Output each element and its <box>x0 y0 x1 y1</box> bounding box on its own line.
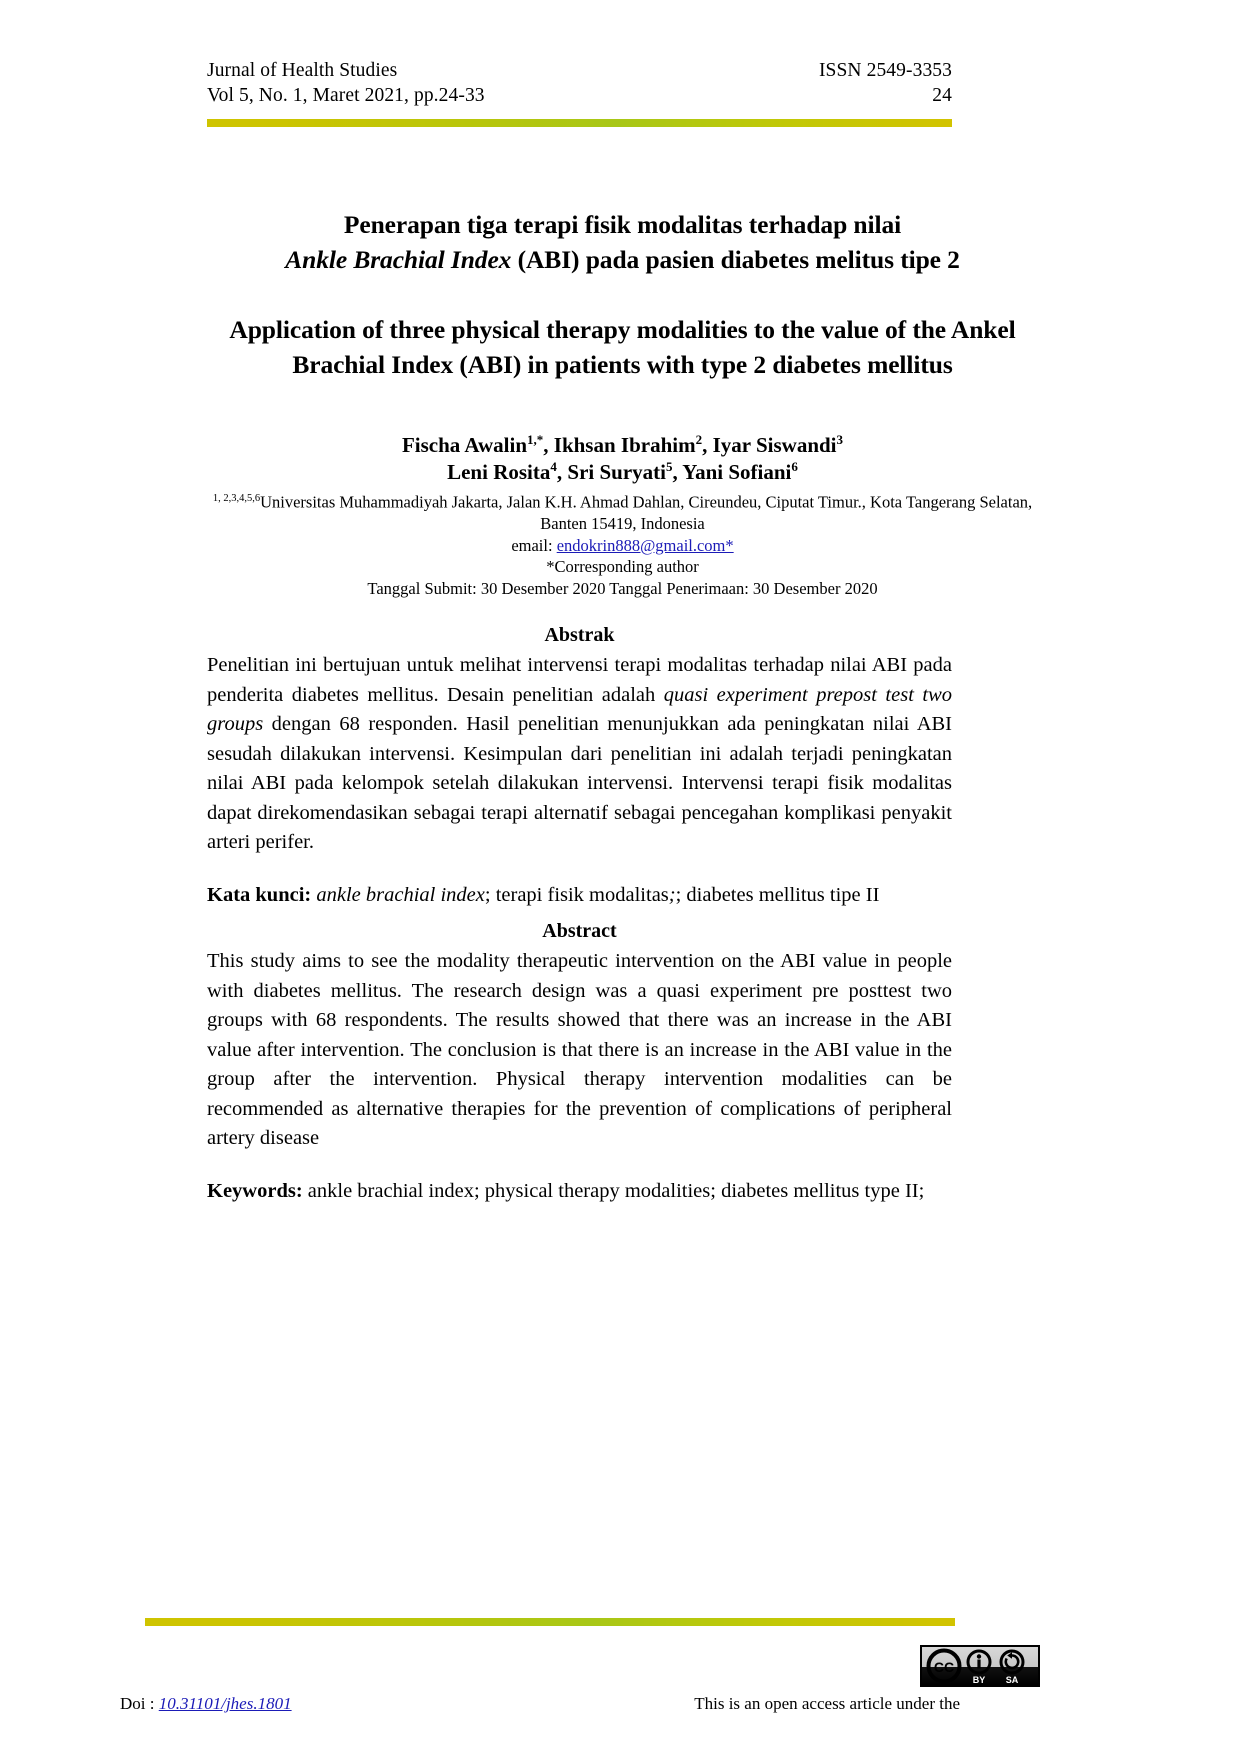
title-block <box>195 207 1050 382</box>
abstract-keywords-text: ankle brachial index; physical therapy modalities; diabetes mellitus type II; <box>302 1179 925 1202</box>
doi-label: Doi : <box>120 1694 159 1713</box>
abstrak-keywords-semicolon: ; <box>668 883 676 906</box>
title-indonesian-line1: Penerapan tiga terapi fisik modalitas terhadap nilai <box>343 210 902 239</box>
abstract-keywords-label: Keywords: <box>207 1179 303 1202</box>
volume-issue-line: Vol 5, No. 1, Maret 2021, pp.24-33 <box>207 85 485 106</box>
abstrak-keywords-italic: ankle brachial index <box>311 883 485 906</box>
cc-by-sa-icon <box>922 1647 1038 1685</box>
affiliation-text: Universitas Muhammadiyah Jakarta, Jalan K.H. Ahmad Dahlan, Cireundeu, Ciputat Timur., Kota Tangerang Selatan, Banten 15419, Indonesia <box>260 492 1033 533</box>
abstract-section <box>207 918 952 1206</box>
header-row-2 <box>207 83 952 108</box>
author-sup: 2 <box>695 432 703 447</box>
abstrak-keywords-rest: ; terapi fisik modalitas <box>484 883 669 906</box>
page-title-indonesian <box>195 207 1050 277</box>
author-sup: 1,* <box>527 432 544 447</box>
issn: ISSN 2549-3353 <box>818 60 952 81</box>
page-header <box>207 58 952 108</box>
author-name: Sri Suryati <box>567 460 666 484</box>
author-sup: 5 <box>665 459 673 474</box>
page-number: 24 <box>932 85 952 106</box>
abstrak-keywords-label: Kata kunci: <box>207 883 312 906</box>
svg-text:SA: SA <box>1005 1675 1019 1685</box>
affiliation-sup: 1, 2,3,4,5,6 <box>212 493 261 504</box>
svg-text:BY: BY <box>972 1675 986 1685</box>
corresponding-author-note: *Corresponding author <box>546 557 699 576</box>
author-name: Fischa Awalin <box>401 433 527 457</box>
open-access-note: This is an open access article under the <box>694 1694 960 1713</box>
author-sup: 4 <box>550 459 557 474</box>
header-row-1 <box>207 58 952 83</box>
author-name: Ikhsan Ibrahim <box>553 433 696 457</box>
header-rule <box>207 119 952 127</box>
title-indonesian-italic-term: Ankle Brachial Index <box>285 245 512 274</box>
footer-rule <box>145 1618 955 1626</box>
submission-dates: Tanggal Submit: 30 Desember 2020 Tanggal Penerimaan: 30 Desember 2020 <box>367 578 878 598</box>
author-name: Yani Sofiani <box>682 460 792 484</box>
authors-block <box>190 432 1055 599</box>
abstrak-section <box>207 622 952 910</box>
doi-block <box>120 1692 292 1715</box>
abstrak-keywords <box>207 881 952 911</box>
email-link[interactable]: endokrin888@gmail.com* <box>556 535 734 555</box>
author-sup: 6 <box>791 459 798 474</box>
title-indonesian-line2-rest: (ABI) pada pasien diabetes melitus tipe 2 <box>511 245 960 274</box>
abstract-body: This study aims to see the modality therapeutic intervention on the ABI value in people with diabetes mellitus. The research design was a quasi experiment pre posttest two groups with 68 respondents. The results showed that there was an increase in the ABI value after intervention. The conclusion is that there is an increase in the ABI value in the group after the intervention. Physical therapy intervention modalities can be recommended as alternative therapies for the prevention of complications of peripheral artery disease <box>207 950 952 1149</box>
page-footer <box>120 1692 960 1715</box>
journal-name: Jurnal of Health Studies <box>207 60 398 81</box>
page-title-english: Application of three physical therapy modalities to the value of the Ankel Brachial Index (ABI) in patients with type 2 diabetes mellitus <box>229 315 1016 379</box>
doi-link[interactable]: 10.31101/jhes.1801 <box>158 1694 292 1713</box>
abstract-heading: Abstract <box>542 920 617 942</box>
abstrak-part-2: dengan 68 responden. Hasil penelitian menunjukkan ada peningkatan nilai ABI sesudah dilakukan intervensi. Kesimpulan dari penelitian ini adalah terjadi peningkatan nilai ABI pada kelompok setelah dilakukan intervensi. Intervensi terapi fisik modalitas dapat direkomendasikan sebagai terapi alternatif sebagai pencegahan komplikasi penyakit arteri perifer. <box>207 713 952 853</box>
creative-commons-badge-icon <box>920 1645 1040 1687</box>
email-label: email: <box>511 535 557 555</box>
abstrak-heading: Abstrak <box>544 624 615 646</box>
author-sup: 3 <box>836 432 844 447</box>
author-name: Leni Rosita <box>447 460 551 484</box>
abstrak-part-1: Penelitian ini bertujuan untuk melihat intervensi terapi modalitas terhadap nilai ABI pada penderita diabetes mellitus. Desain penelitian adalah <box>207 654 952 706</box>
svg-text:CC: CC <box>933 1659 955 1675</box>
email-line <box>190 535 1055 557</box>
abstrak-keywords-tail: ; diabetes mellitus tipe II <box>675 883 880 906</box>
abstrak-body <box>207 651 952 858</box>
author-line-2: Leni Rosita$^4$, Sri Suryati$^5$, Yani Sofiani$^6$ <box>447 459 798 484</box>
author-name: Iyar Siswandi <box>712 433 837 457</box>
affiliation <box>190 488 1055 535</box>
abstract-keywords <box>207 1177 952 1207</box>
author-line-1: Fischa Awalin$^{1,*}$, Ikhsan Ibrahim$^2$, Iyar Siswandi$^3$ <box>401 432 844 457</box>
abstrak-italic-term: quasi experiment prepost test two groups <box>207 683 952 735</box>
